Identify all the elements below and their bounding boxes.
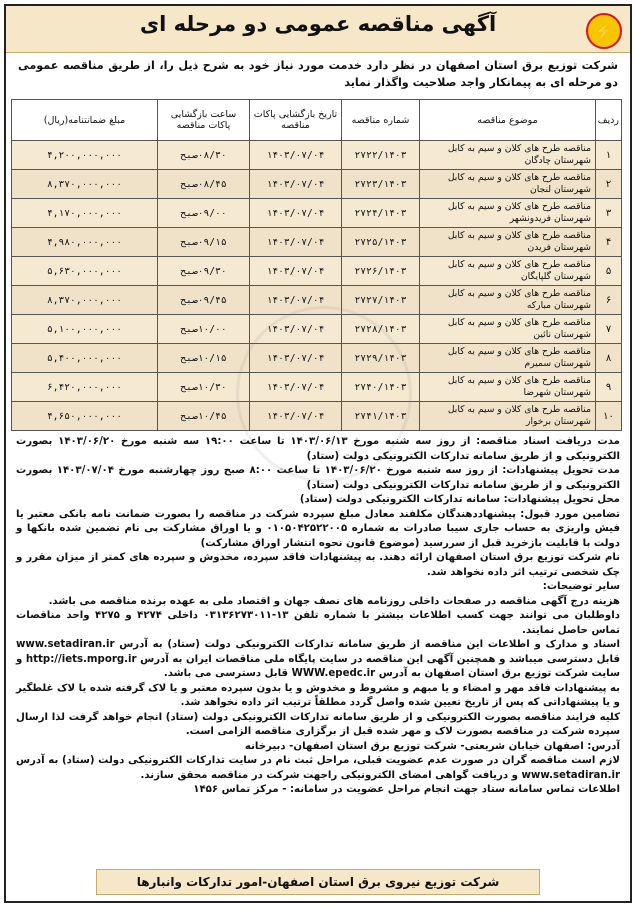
- company-logo: ⚡: [586, 13, 622, 49]
- col-header: تاریخ بازگشایی پاکات مناقصه: [250, 100, 342, 141]
- table-cell: ۴,۶۵۰,۰۰۰,۰۰۰: [12, 402, 158, 431]
- table-cell: ۷: [596, 315, 622, 344]
- watermark-seal: [236, 306, 412, 482]
- col-header: ساعت بازگشایی پاکات مناقصه: [158, 100, 250, 141]
- notice-paragraph: کلیه فرایند مناقصه بصورت الکترونیکی و از طریق سامانه تدارکات الکترونیکی دولت (ستاد) انجام خواهد گرفت لذا ارسال سپرده شرکت در مناقصه بصورت لاک و مهر شده قبل از برگزاری مناقصه الزامی است.: [16, 711, 620, 737]
- notice-paragraph: به پیشنهادات فاقد مهر و امضاء و یا مبهم و مشروط و مخدوش و یا بدون سپرده معتبر و یا لاک گرفته شده یا لاک غلطگیر و یا پیشنهاداتی که پس از تاریخ تعیین شده واصل گردد مطلقاً ترتیب اثر داده نخواهد شد.: [16, 682, 620, 708]
- table-cell: ۴,۲۰۰,۰۰۰,۰۰۰: [12, 141, 158, 170]
- tender-notice: [4, 4, 632, 903]
- table-cell: ۰۸/۳۰صبح: [158, 141, 250, 170]
- notice-paragraph: آدرس: اصفهان خیابان شریعتی- شرکت توزیع برق استان اصفهان- دبیرخانه: [244, 740, 620, 752]
- notice-paragraph: مدت تحویل پیشنهادات: از روز سه شنبه مورخ ۱۴۰۳/۰۶/۲۰ تا ساعت ۸:۰۰ صبح روز چهارشنبه مورخ ۱۴۰۳/۰۷/۰۴ بصورت الکترونیکی و از طریق سامانه تدارکات الکترونیکی دولت (ستاد): [16, 465, 620, 491]
- col-header: شماره مناقصه: [342, 100, 420, 141]
- table-cell: ۴,۹۸۰,۰۰۰,۰۰۰: [12, 228, 158, 257]
- table-cell: مناقصه طرح های کلان و سیم به کابل شهرستان نائین: [420, 315, 596, 344]
- table-cell: ۶: [596, 286, 622, 315]
- table-cell: ۵,۴۰۰,۰۰۰,۰۰۰: [12, 344, 158, 373]
- table-cell: ۱۰: [596, 402, 622, 431]
- col-header: ردیف: [596, 100, 622, 141]
- col-header: مبلغ ضمانتنامه(ریال): [12, 100, 158, 141]
- table-cell: مناقصه طرح های کلان و سیم به کابل شهرستان فریدونشهر: [420, 199, 596, 228]
- table-cell: ۵,۶۳۰,۰۰۰,۰۰۰: [12, 257, 158, 286]
- table-cell: ۴,۱۷۰,۰۰۰,۰۰۰: [12, 199, 158, 228]
- table-cell: مناقصه طرح های کلان و سیم به کابل شهرستان برخوار: [420, 402, 596, 431]
- table-cell: ۶,۴۲۰,۰۰۰,۰۰۰: [12, 373, 158, 402]
- table-row: [12, 199, 622, 228]
- notice-paragraph: نام شرکت توزیع برق استان اصفهان ارائه دهند. به پیشنهادات فاقد سپرده، مخدوش و سپرده های کمتر از میزان مقرر و چک شخصی ترتیب اثر داده نخواهد شد.: [16, 552, 620, 578]
- table-cell: ۰۹/۱۵صبح: [158, 228, 250, 257]
- table-cell: ۱: [596, 141, 622, 170]
- table-cell: ۰۸/۴۵صبح: [158, 170, 250, 199]
- table-cell: ۰۹/۰۰صبح: [158, 199, 250, 228]
- table-cell: ۱۴۰۳/۰۷/۰۴: [250, 402, 342, 431]
- table-row: [12, 170, 622, 199]
- table-cell: مناقصه طرح های کلان و سیم به کابل شهرستان شهرضا: [420, 373, 596, 402]
- table-cell: ۲۷۲۸/۱۴۰۳: [342, 315, 420, 344]
- table-cell: ۲: [596, 170, 622, 199]
- table-cell: ۱۰/۱۵صبح: [158, 344, 250, 373]
- notice-paragraph: لازم است مناقصه گران در صورت عدم عضویت قبلی، مراحل ثبت نام در سایت تدارکات الکترونیکی دولت (ستاد) به آدرس www.setadiran.ir و دریافت گواهی امضای الکترونیکی راجهت شرکت در مناقصه محقق سازند.: [16, 755, 620, 781]
- table-cell: ۵,۱۰۰,۰۰۰,۰۰۰: [12, 315, 158, 344]
- table-cell: ۲۷۲۲/۱۴۰۳: [342, 141, 420, 170]
- table-cell: مناقصه طرح های کلان و سیم به کابل شهرستان چادگان: [420, 141, 596, 170]
- table-cell: ۲۷۲۶/۱۴۰۳: [342, 257, 420, 286]
- intro-text: شرکت توزیع برق استان اصفهان در نظر دارد خدمت مورد نیاز خود به شرح ذیل را، از طریق مناقصه عمومی دو مرحله ای به پیمانکار واجد صلاحیت واگذار نماید: [18, 59, 618, 89]
- notice-paragraph: تضامین مورد قبول: پیشنهاددهندگان مکلفند معادل مبلغ سپرده شرکت در مناقصه را بصورت ضمانت نامه بانکی معتبر یا فیش واریزی به حساب جاری سیبا صادرات به شماره ۰۱۰۵۰۴۲۵۲۲۰۰۵ و یا اوراق مشارکت بی نام تضمین شده بانکها و دولت با قابلیت بازخرید قبل از سررسید (موضوع قانون نحوه انتشار اوراق مشارکت): [16, 508, 620, 549]
- table-cell: ۱۴۰۳/۰۷/۰۴: [250, 344, 342, 373]
- notice-paragraph: داوطلبان می توانند جهت کسب اطلاعات بیشتر با شماره تلفن ۱۳-۰۳۱۳۶۲۷۳۰۱۱ داخلی ۴۲۷۴ و ۴۲۷۵ واحد مناقصات تماس حاصل نمایند.: [16, 610, 620, 636]
- table-cell: ۱۴۰۳/۰۷/۰۴: [250, 315, 342, 344]
- table-cell: ۱۴۰۳/۰۷/۰۴: [250, 170, 342, 199]
- table-cell: ۸,۳۷۰,۰۰۰,۰۰۰: [12, 286, 158, 315]
- notice-paragraph: اسناد و مدارک و اطلاعات این مناقصه از طریق سامانه تدارکات الکترونیکی دولت (ستاد) به آدرس www.setadiran.ir قابل دسترسی میباشد و همچنین آگهی این مناقصه در سایت پایگاه ملی مناقصات ایران به آدرس http://iets.mporg.ir و سایت شرکت توزیع برق استان اصفهان به آدرس WWW.epedc.ir قابل دسترسی می باشد.: [16, 639, 620, 679]
- table-cell: ۱۰/۰۰صبح: [158, 315, 250, 344]
- table-cell: ۱۴۰۳/۰۷/۰۴: [250, 257, 342, 286]
- notice-paragraph: سایر توضیحات:: [542, 581, 620, 592]
- table-cell: مناقصه طرح های کلان و سیم به کابل شهرستان لنجان: [420, 170, 596, 199]
- table-cell: ۱۴۰۳/۰۷/۰۴: [250, 141, 342, 170]
- table-cell: مناقصه طرح های کلان و سیم به کابل شهرستان سمیرم: [420, 344, 596, 373]
- table-cell: ۲۷۲۷/۱۴۰۳: [342, 286, 420, 315]
- table-cell: ۲۷۲۵/۱۴۰۳: [342, 228, 420, 257]
- table-cell: ۲۷۴۱/۱۴۰۳: [342, 402, 420, 431]
- notice-body: [6, 431, 630, 798]
- table-row: [12, 257, 622, 286]
- table-cell: ۲۷۲۹/۱۴۰۳: [342, 344, 420, 373]
- table-cell: ۲۷۴۰/۱۴۰۳: [342, 373, 420, 402]
- table-cell: مناقصه طرح های کلان و سیم به کابل شهرستان فریدن: [420, 228, 596, 257]
- table-cell: ۱۴۰۳/۰۷/۰۴: [250, 199, 342, 228]
- table-cell: ۵: [596, 257, 622, 286]
- table-cell: ۱۴۰۳/۰۷/۰۴: [250, 228, 342, 257]
- table-cell: ۹: [596, 373, 622, 402]
- table-cell: ۳: [596, 199, 622, 228]
- notice-paragraph: هزینه درج آگهی مناقصه در صفحات داخلی روزنامه های نصف جهان و اقتصاد ملی به عهده برنده مناقصه می باشد.: [48, 595, 620, 607]
- table-cell: ۱۰/۴۵صبح: [158, 402, 250, 431]
- table-cell: ۴: [596, 228, 622, 257]
- notice-paragraph: اطلاعات تماس سامانه ستاد جهت انجام مراحل عضویت در سامانه: - مرکز تماس ۱۴۵۶: [193, 784, 620, 795]
- table-cell: ۱۴۰۳/۰۷/۰۴: [250, 373, 342, 402]
- table-cell: ۱۴۰۳/۰۷/۰۴: [250, 286, 342, 315]
- notice-paragraph: محل تحویل پیشنهادات: سامانه تدارکات الکترونیکی دولت (ستاد): [299, 494, 620, 505]
- table-cell: مناقصه طرح های کلان و سیم به کابل شهرستان گلپایگان: [420, 257, 596, 286]
- table-cell: ۸,۳۷۰,۰۰۰,۰۰۰: [12, 170, 158, 199]
- footer-signature: شرکت توزیع نیروی برق استان اصفهان-امور تدارکات وانبارها: [96, 869, 540, 895]
- table-cell: مناقصه طرح های کلان و سیم به کابل شهرستان مبارکه: [420, 286, 596, 315]
- table-row: [12, 141, 622, 170]
- col-header: موضوع مناقصه: [420, 100, 596, 141]
- table-cell: ۰۹/۳۰صبح: [158, 257, 250, 286]
- table-cell: ۲۷۲۳/۱۴۰۳: [342, 170, 420, 199]
- header: [6, 6, 630, 53]
- table-cell: ۰۹/۴۵صبح: [158, 286, 250, 315]
- notice-paragraph: مدت دریافت اسناد مناقصه: از روز سه شنبه مورخ ۱۴۰۳/۰۶/۱۳ تا ساعت ۱۹:۰۰ سه شنبه مورخ ۱۴۰۳/۰۶/۲۰ بصورت الکترونیکی و از طریق سامانه تدارکات الکترونیکی دولت (ستاد): [16, 436, 620, 462]
- table-cell: ۸: [596, 344, 622, 373]
- table-cell: ۲۷۲۴/۱۴۰۳: [342, 199, 420, 228]
- notice-title: آگهی مناقصه عمومی دو مرحله ای: [139, 12, 497, 36]
- table-header-row: [12, 100, 622, 141]
- table-cell: ۱۰/۳۰صبح: [158, 373, 250, 402]
- table-row: [12, 228, 622, 257]
